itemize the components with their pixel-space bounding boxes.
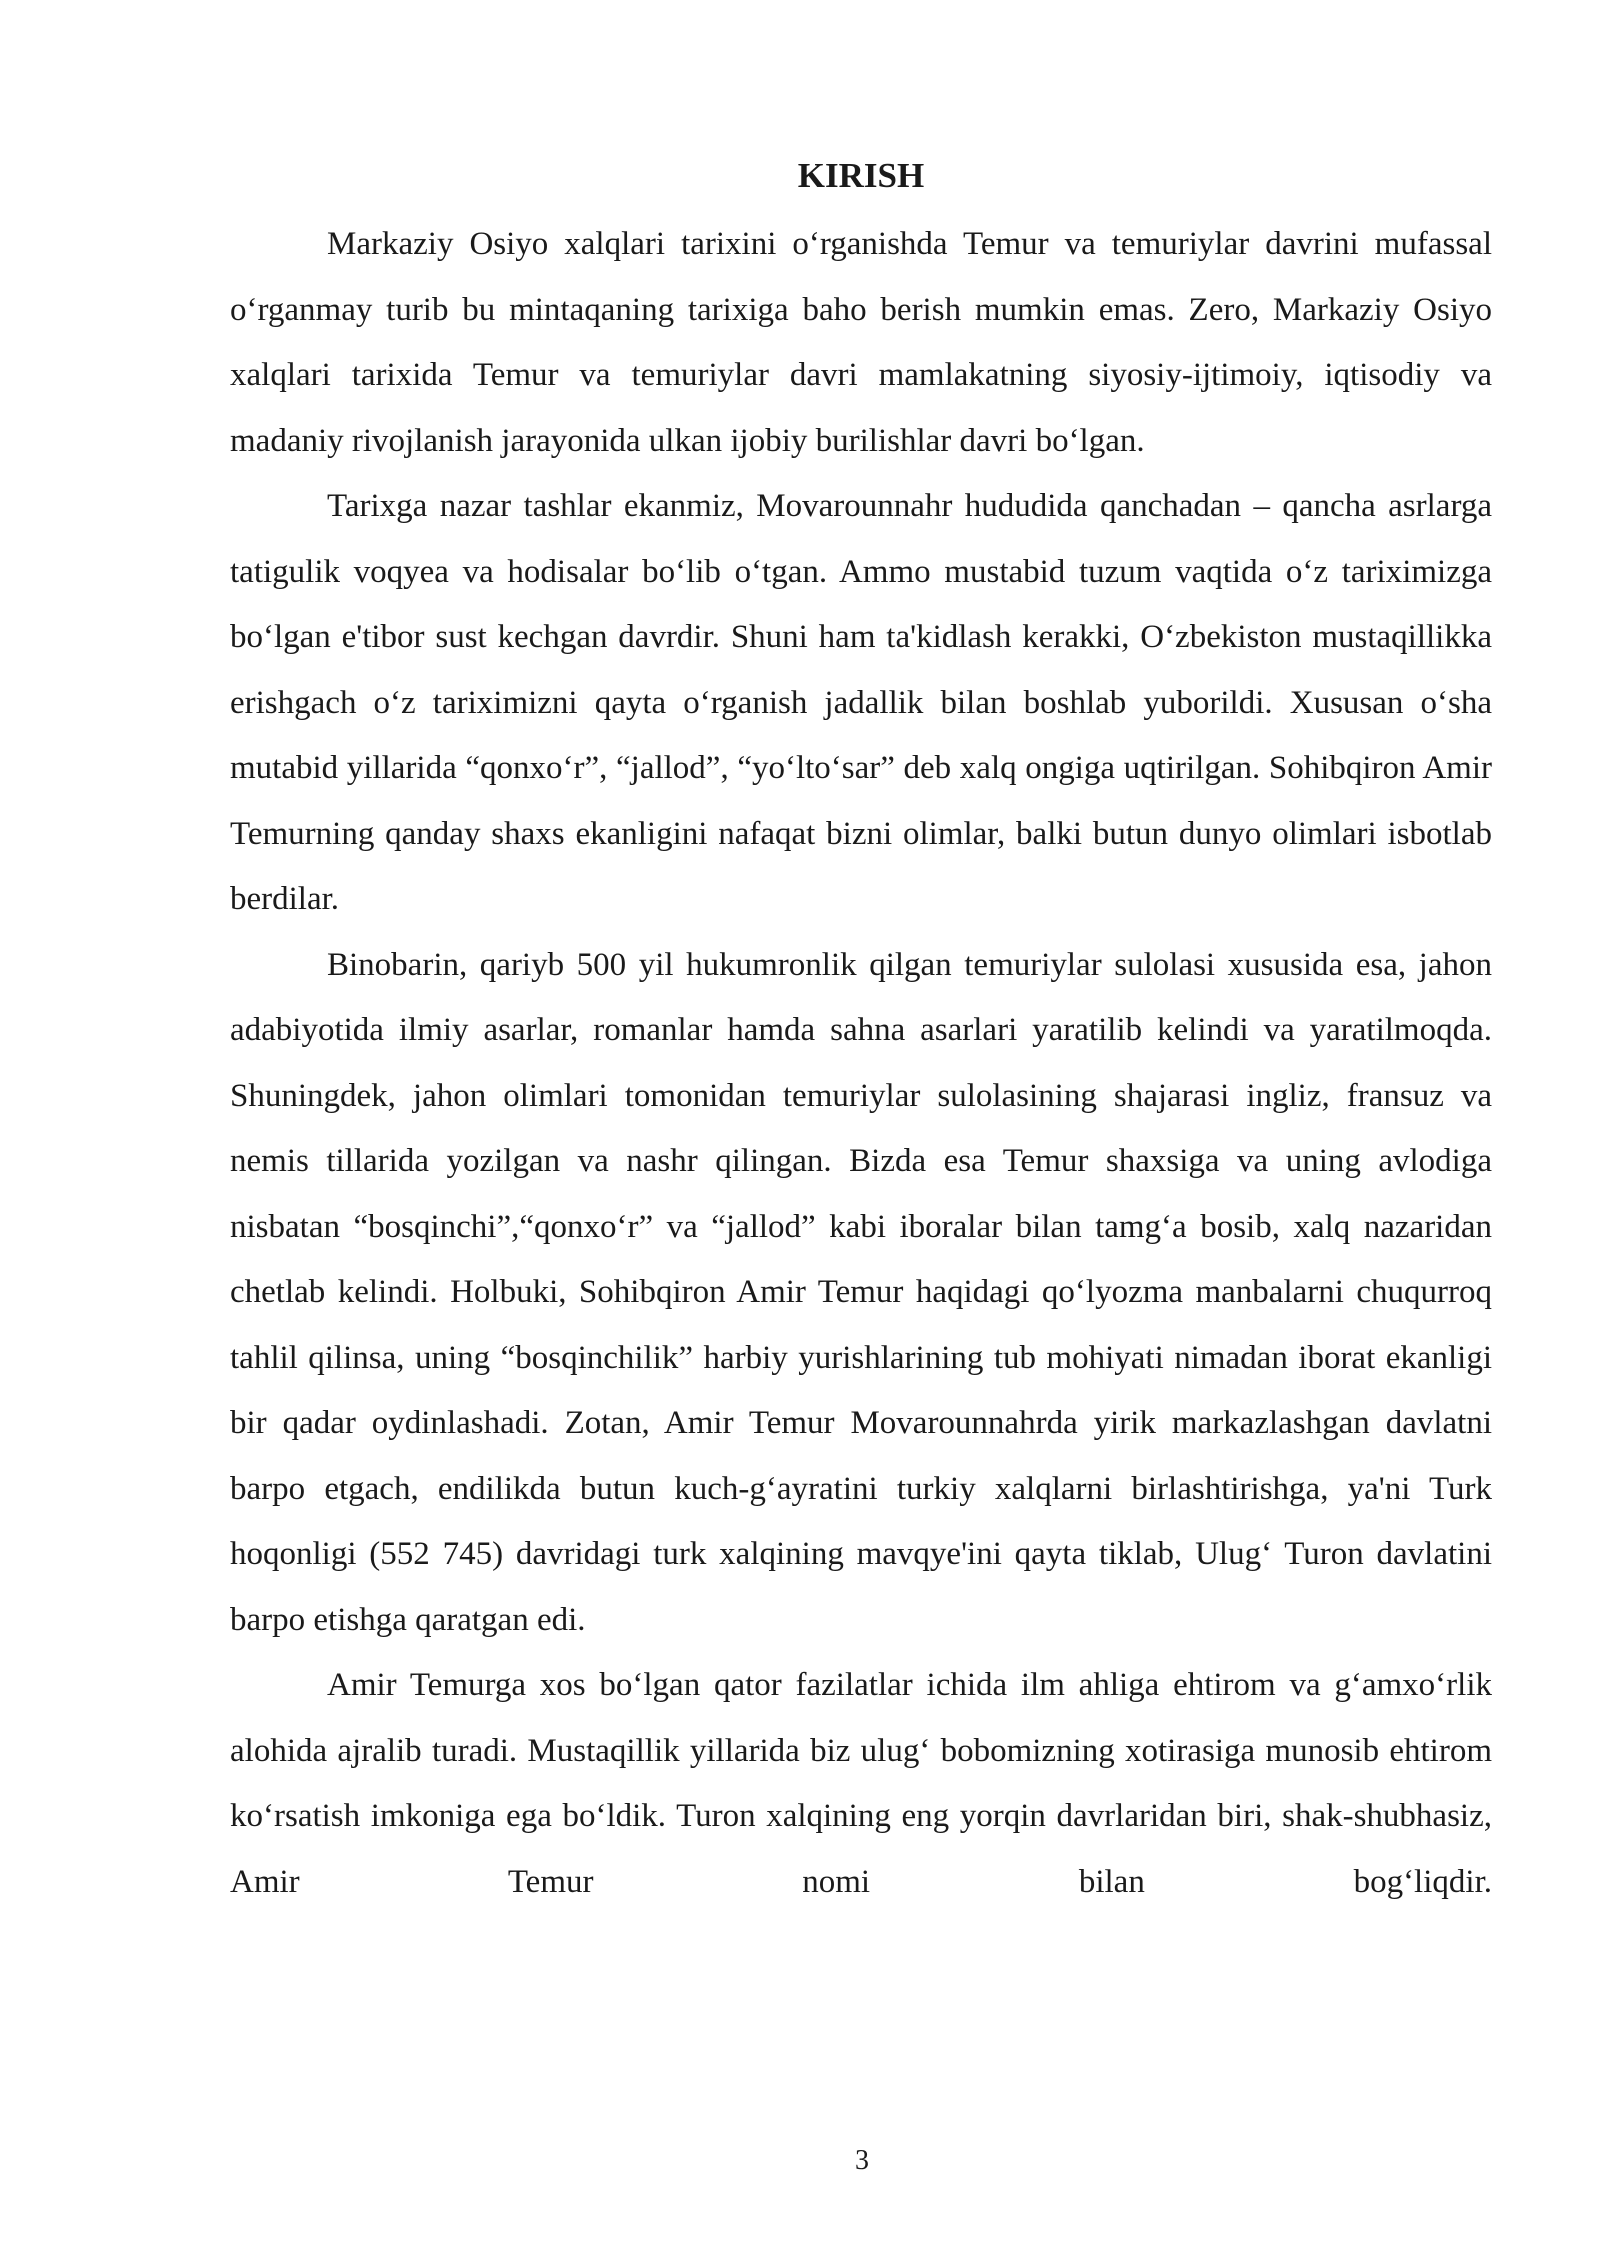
document-page (230, 148, 1492, 1915)
section-title: KIRISH (797, 156, 925, 195)
paragraph-1: Markaziy Osiyo xalqlari tarixini o‘rganishda Temur va temuriylar davrini mufassal o‘rganmay turib bu mintaqaning tarixiga baho berish mumkin emas. Zero, Markaziy Osiyo xalqlari tarixida Temur va temuriylar davri mamlakatning siyosiy-ijtimoiy, iqtisodiy va madaniy rivojlanish jarayonida ulkan ijobiy burilishlar davri bo‘lgan. (230, 226, 1492, 459)
paragraph-4: Amir Temurga xos bo‘lgan qator fazilatlar ichida ilm ahliga ehtirom va g‘amxo‘rlik alohida ajralib turadi. Mustaqillik yillarida biz ulug‘ bobomizning xotirasiga munosib ehtirom ko‘rsatish imkoniga ega bo‘ldik. Turon xalqining eng yorqin davrlaridan biri, shak-shubhasiz, Amir Temur nomi bilan bog‘liqdir. (230, 1667, 1492, 1900)
paragraph-2: Tarixga nazar tashlar ekanmiz, Movarounnahr hududida qanchadan – qancha asrlarga tatigulik voqyea va hodisalar bo‘lib o‘tgan. Ammo mustabid tuzum vaqtida o‘z tariximizga bo‘lgan e'tibor sust kechgan davrdir. Shuni ham ta'kidlash kerakki, O‘zbekiston mustaqillikka erishgach o‘z tariximizni qayta o‘rganish jadallik bilan boshlab yuborildi. Xususan o‘sha mutabid yillarida “qonxo‘r”, “jallod”, “yo‘lto‘sar” deb xalq ongiga uqtirilgan. Sohibqiron Amir Temurning qanday shaxs ekanligini nafaqat bizni olimlar, balki butun dunyo olimlari isbotlab berdilar. (230, 488, 1492, 917)
page-number: 3 (855, 2145, 869, 2176)
paragraph-3: Binobarin, qariyb 500 yil hukumronlik qilgan temuriylar sulolasi xususida esa, jahon adabiyotida ilmiy asarlar, romanlar hamda sahna asarlari yaratilib kelindi va yaratilmoqda. Shuningdek, jahon olimlari tomonidan temuriylar sulolasining shajarasi ingliz, fransuz va nemis tillarida yozilgan va nashr qilingan. Bizda esa Temur shaxsiga va uning avlodiga nisbatan “bosqinchi”,“qonxo‘r” va “jallod” kabi iboralar bilan tamg‘a bosib, xalq nazaridan chetlab kelindi. Holbuki, Sohibqiron Amir Temur haqidagi qo‘lyozma manbalarni chuqurroq tahlil qilinsa, uning “bosqinchilik” harbiy yurishlarining tub mohiyati nimadan iborat ekanligi bir qadar oydinlashadi. Zotan, Amir Temur Movarounnahrda yirik markazlashgan davlatni barpo etgach, endilikda butun kuch-g‘ayratini turkiy xalqlarni birlashtirishga, ya'ni Turk hoqonligi (552 745) davridagi turk xalqining mavqye'ini qayta tiklab, Ulug‘ Turon davlatini barpo etishga qaratgan edi. (230, 946, 1492, 1638)
